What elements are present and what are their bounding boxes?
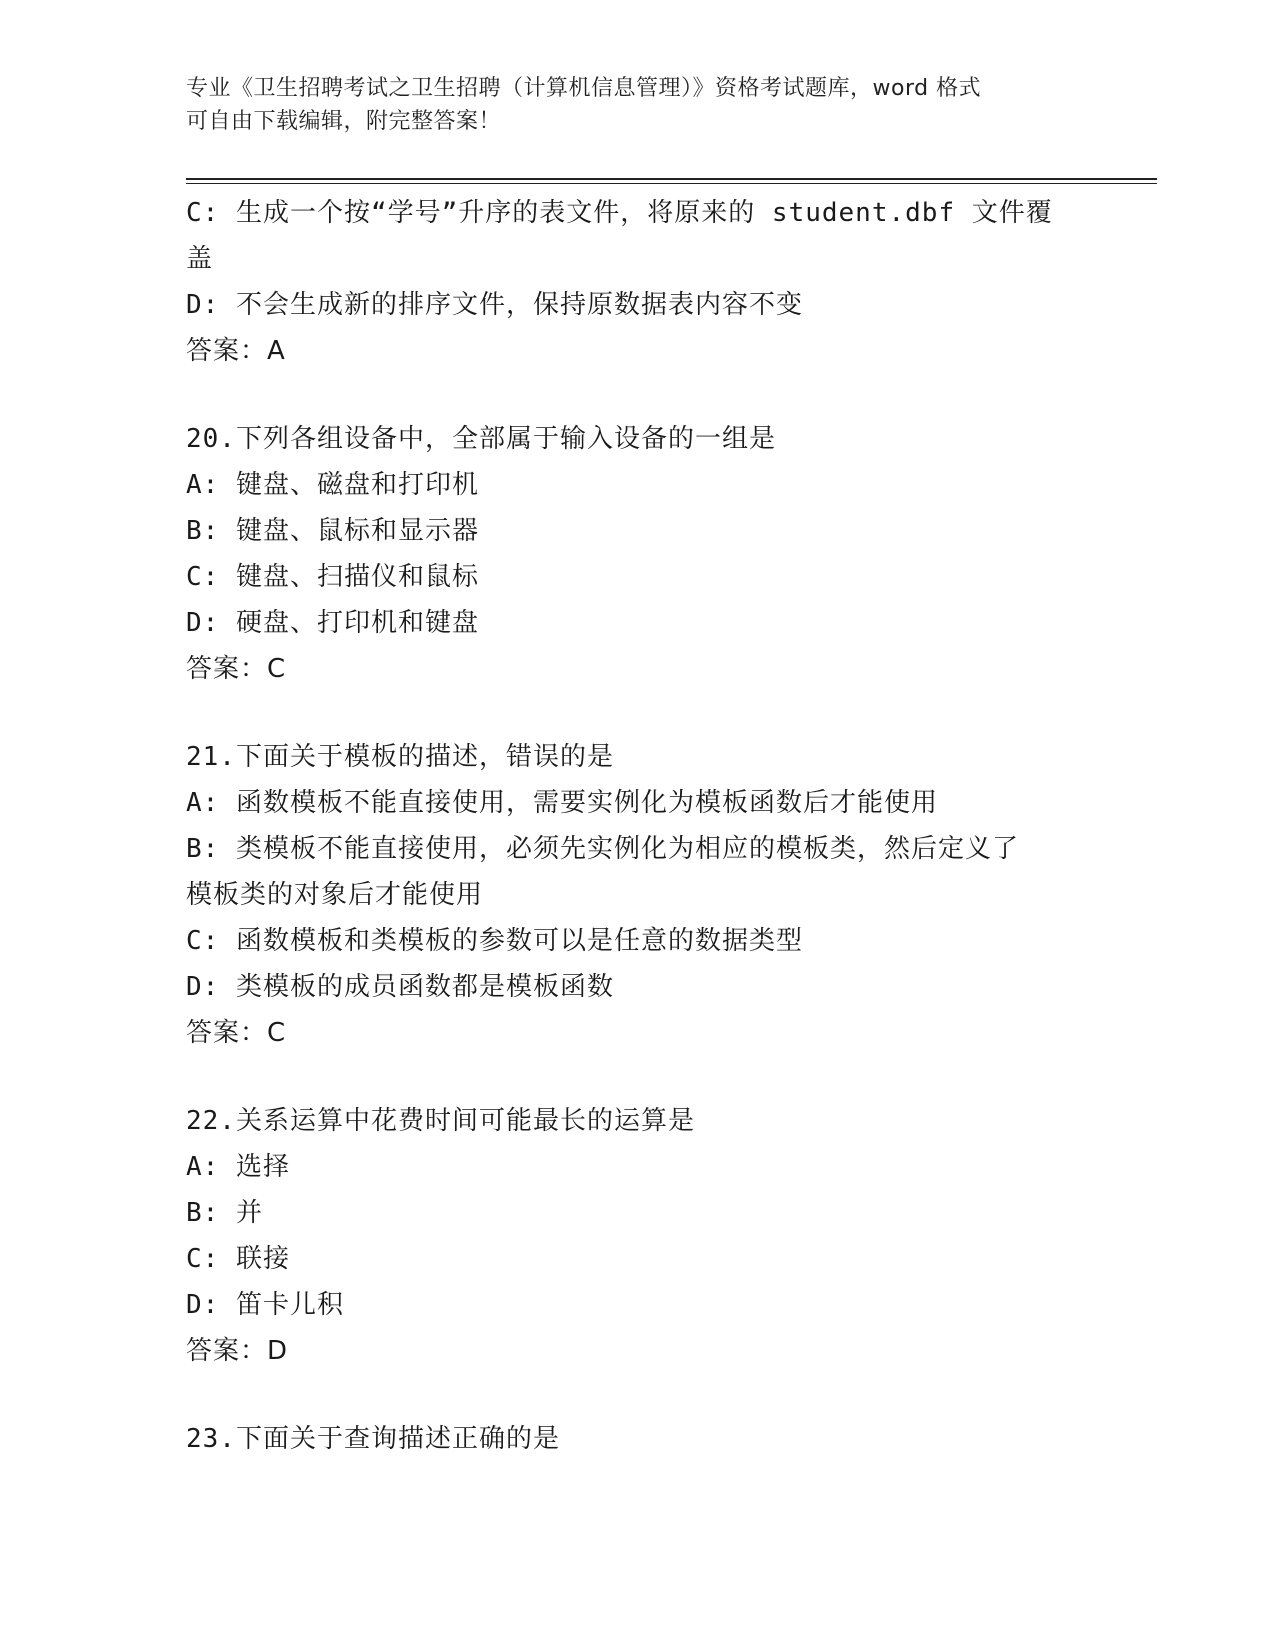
question-title: 23.下面关于查询描述正确的是 bbox=[186, 1424, 560, 1454]
option-a: A: 函数模板不能直接使用，需要实例化为模板函数后才能使用 bbox=[186, 788, 938, 818]
question-title: 20.下列各组设备中，全部属于输入设备的一组是 bbox=[186, 424, 776, 454]
option-a: A: 选择 bbox=[186, 1152, 290, 1182]
header-line-2: 可自由下载编辑，附完整答案！ bbox=[186, 109, 502, 134]
question-19-continued bbox=[186, 190, 1086, 374]
spacer bbox=[186, 692, 1086, 734]
page-header bbox=[186, 72, 1086, 138]
question-22 bbox=[186, 1098, 1086, 1374]
option-a: A: 键盘、磁盘和打印机 bbox=[186, 470, 479, 500]
question-title: 22.关系运算中花费时间可能最长的运算是 bbox=[186, 1106, 695, 1136]
answer: 答案：C bbox=[186, 654, 287, 684]
option-d: D: 硬盘、打印机和键盘 bbox=[186, 608, 479, 638]
option-c: C: 函数模板和类模板的参数可以是任意的数据类型 bbox=[186, 926, 803, 956]
header-line-1: 专业《卫生招聘考试之卫生招聘（计算机信息管理）》资格考试题库，word 格式 bbox=[186, 76, 982, 101]
question-title: 21.下面关于模板的描述，错误的是 bbox=[186, 742, 614, 772]
option-b: B: 并 bbox=[186, 1198, 263, 1228]
option-b: B: 类模板不能直接使用，必须先实例化为相应的模板类，然后定义了 bbox=[186, 834, 1019, 864]
option-c: C: 联接 bbox=[186, 1244, 290, 1274]
question-21 bbox=[186, 734, 1086, 1056]
spacer bbox=[186, 1056, 1086, 1098]
answer: 答案：D bbox=[186, 1336, 289, 1366]
option-d: D: 笛卡儿积 bbox=[186, 1290, 344, 1320]
question-20 bbox=[186, 416, 1086, 692]
question-list bbox=[186, 190, 1086, 1462]
option-b-continued: 模板类的对象后才能使用 bbox=[186, 880, 484, 910]
header-divider-thin bbox=[186, 183, 1157, 184]
option-c-continued: 盖 bbox=[186, 244, 214, 274]
option-b: B: 键盘、鼠标和显示器 bbox=[186, 516, 479, 546]
option-d: D: 不会生成新的排序文件，保持原数据表内容不变 bbox=[186, 290, 803, 320]
question-23 bbox=[186, 1416, 1086, 1462]
header-divider-thick bbox=[186, 178, 1157, 180]
spacer bbox=[186, 1374, 1086, 1416]
answer: 答案：C bbox=[186, 1018, 287, 1048]
spacer bbox=[186, 374, 1086, 416]
option-c: C: 键盘、扫描仪和鼠标 bbox=[186, 562, 479, 592]
answer: 答案：A bbox=[186, 336, 286, 366]
option-c: C: 生成一个按“学号”升序的表文件，将原来的 student.dbf 文件覆 bbox=[186, 198, 1053, 228]
option-d: D: 类模板的成员函数都是模板函数 bbox=[186, 972, 614, 1002]
